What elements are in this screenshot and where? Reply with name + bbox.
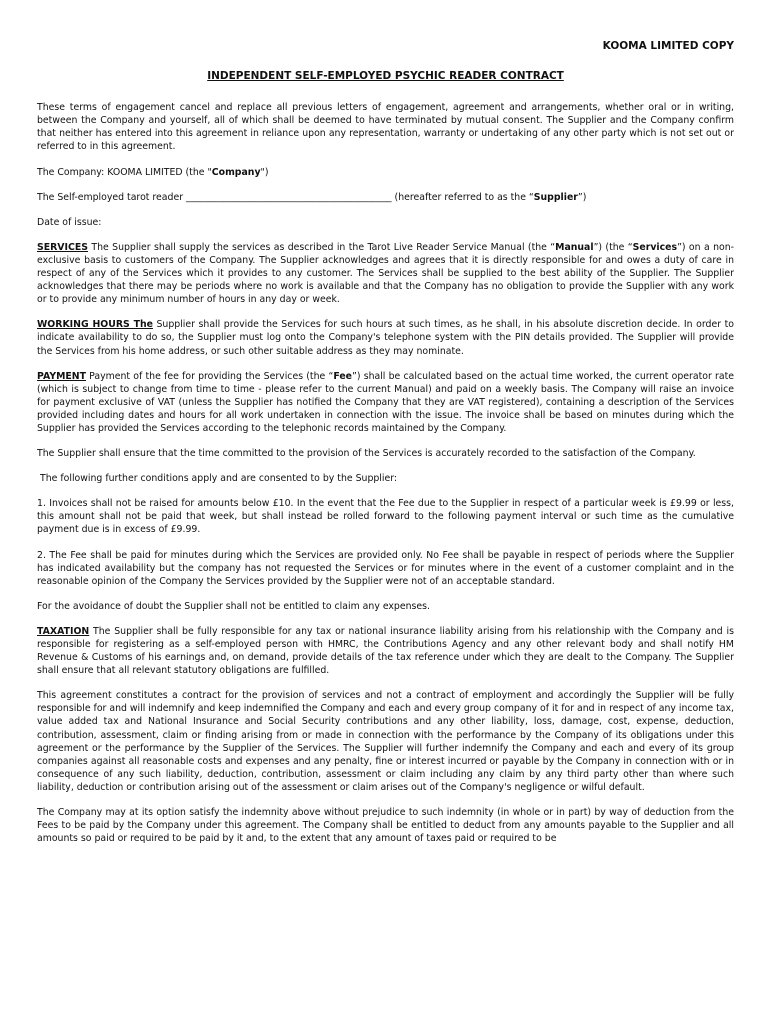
payment-section: [37, 370, 734, 435]
services-heading: SERVICES: [37, 241, 88, 253]
company-line: [37, 166, 734, 179]
document-title: INDEPENDENT SELF-EMPLOYED PSYCHIC READER CONTRACT: [207, 70, 564, 83]
reader-line: [37, 191, 734, 204]
working-hours-heading: WORKING HOURS The: [37, 319, 153, 331]
intro-paragraph: These terms of engagement cancel and replace all previous letters of engagement, agreement and arrangements, whether oral or in writing, between the Company and yourself, all of which shall be deemed to have terminated by mutual consent. The Supplier and the Company confirm that neither has entered into this agreement in reliance upon any representation, warranty or undertaking of any other party which is not set out or referred to in this agreement.: [37, 102, 734, 153]
date-of-issue: Date of issue:: [37, 216, 102, 228]
condition-2: 2. The Fee shall be paid for minutes during which the Services are provided only. No Fee shall be payable in respect of periods where the Supplier has indicated availability but the company has not requested the Services or for minutes where in the event of a customer complaint and in the reasonable opinion of the Company the Services provided by the Supplier were not of an acceptable standard.: [37, 549, 734, 587]
services-text-a: The Supplier shall supply the services as described in the Tarot Live Reader Service Manual (the “: [88, 241, 556, 253]
payment-text-b: ”) shall be calculated based on the actual time worked, the current operator rate (which is subject to change from time to time - please refer to the current Manual) and paid on a weekly basis. The Company will raise an invoice for payment exclusive of VAT (unless the Supplier has notified the Company that they are VAT registered), containing a description of the Services provided including dates and hours for all work undertaken in connection with the issue. The invoice shall be based on minutes during which the Supplier has provided the Services according to the telephonic records maintained by the Company.: [37, 370, 734, 434]
taxation-section: [37, 625, 734, 677]
company-line-suffix: "): [260, 166, 269, 178]
manual-term: Manual: [555, 241, 594, 253]
expenses-paragraph: For the avoidance of doubt the Supplier shall not be entitled to claim any expenses.: [37, 600, 430, 612]
reader-line-prefix: The Self-employed tarot reader ____________________________________________ (hereafter referred to as the “: [37, 191, 534, 203]
contract-page: [37, 40, 734, 857]
supplier-term: Supplier: [533, 191, 578, 203]
company-line-prefix: The Company: KOOMA LIMITED (the ": [37, 166, 212, 178]
taxation-text: The Supplier shall be fully responsible for any tax or national insurance liability arising from his relationship with the Company and is responsible for registering as a self-employed person with HMRC, the Contributions Agency and any other relevant body and shall notify HM Revenue & Customs of his earnings and, on demand, provide details of the tax reference under which they are dealt to the Company. The Supplier shall ensure that all relevant statutory obligations are fulfilled.: [37, 625, 734, 677]
services-text-c: ”) on a non-exclusive basis to customers of the Company. The Supplier acknowledges and agrees that it is directly responsible for and owes a duty of care in respect of any of the Services which it provides to any customer. The Services shall be supplied to the best ability of the Supplier. The Supplier acknowledges that there may be periods where no work is available and that the Company has no obligation to provide the Supplier with any work or to provide any minimum number of hours in any day or week.: [37, 241, 735, 306]
time-recorded-paragraph: The Supplier shall ensure that the time committed to the provision of the Services is accurately recorded to the satisfaction of the Company.: [37, 448, 696, 460]
reader-line-suffix: ”): [577, 191, 587, 203]
payment-text-a: Payment of the fee for providing the Services (the “: [85, 370, 334, 382]
conditions-intro: The following further conditions apply and are consented to by the Supplier:: [40, 473, 398, 485]
company-term: Company: [211, 166, 261, 178]
fee-term: Fee: [333, 370, 352, 382]
services-section: [37, 241, 734, 306]
copy-label: KOOMA LIMITED COPY: [602, 40, 734, 52]
services-text-b: ”) (the “: [593, 241, 633, 253]
indemnity-paragraph: This agreement constitutes a contract for the provision of services and not a contract of employment and accordingly the Supplier will be fully responsible for and will indemnify and keep indemnified the Company and each and every group company of it for and in respect of any income tax, value added tax and National Insurance and Social Security contributions and any other liability, loss, damage, cost, expense, deduction, contribution, assessment, claim or finding arising from or made in connection with the performance by the Company of its obligations under this agreement or the performance by the Supplier of the Services. The Supplier will further indemnify the Company and each and every of its group companies against all reasonable costs and expenses and any penalty, fine or interest incurred or payable by the Company in connection with or in consequence of any such liability, deduction, contribution, assessment or claim including any claim by any third party other than where such liability, deduction or contribution arising out of the assessment or claim arises out of the Company's negligence or wilful default.: [37, 690, 734, 793]
payment-heading: PAYMENT: [37, 370, 86, 382]
taxation-heading: TAXATION: [37, 625, 90, 637]
working-hours-text: Supplier shall provide the Services for such hours at such times, as he shall, in his absolute discretion decide. In order to indicate availability to do so, the Supplier must log onto the Company's telephone system with the PIN details provided. The Supplier will provide the Services from his home address, or such other suitable address as they may nominate.: [37, 319, 734, 357]
deduction-paragraph: The Company may at its option satisfy the indemnity above without prejudice to such indemnity (in whole or in part) by way of deduction from the Fees to be paid by the Company under this agreement. The Company shall be entitled to deduct from any amounts payable to the Supplier and all amounts so paid or required to be paid by it and, to the extent that any amount of taxes paid or required to be: [37, 807, 734, 845]
services-term: Services: [632, 241, 678, 253]
condition-1: 1. Invoices shall not be raised for amounts below £10. In the event that the Fee due to the Supplier in respect of a particular week is £9.99 or less, this amount shall not be paid that week, but shall instead be rolled forward to the following payment interval or such time as the cumulative payment due is in excess of £9.99.: [37, 498, 734, 536]
working-hours-section: [37, 318, 734, 357]
